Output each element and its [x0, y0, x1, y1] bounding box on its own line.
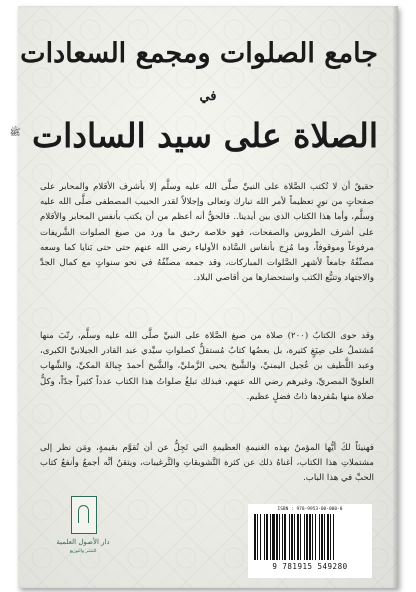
blurb-paragraph-2-text: وقد حوى الكتابُ (٢٠٠) صلاة من صيغ الصَّلاة على النبيِّ صلَّى الله عليه وسلَّم، رتّبَ منها مُشتملٌ على صِيَغٍ كثيرة، بل بعضُها كتابٌ مُستقلٌّ كصلواتِ سيِّدي عبد القادر الجيلانيِّ الكبرى، وعبد اللَّطيف بن عُجيل اليمنيِّ، والشَّيخ يحيى الزَّمليِّ، والشَّيخ أحمدَ جِبالةَ المكيِّ، والشِّهاب العلويِّ المصريِّ، وغيرهم رضي الله عنهم، فبذلك تبلغُ صلواتُ هذا الكتاب عدداً كثيراً جدّاً، وكلُّ صلاة منها بمُفردها ذاتُ فضلٍ عظيم.: [40, 331, 374, 402]
barcode-bar: [300, 514, 301, 560]
blurb-paragraph-2: [40, 329, 374, 405]
isbn-label: ISBN : 978-9953-00-000-0: [277, 507, 343, 512]
barcode-icon: [252, 514, 368, 562]
barcode-bar: [312, 514, 313, 560]
book-back-cover: [9, 6, 398, 588]
barcode-bar: [319, 514, 320, 560]
barcode-bar: [282, 514, 283, 560]
barcode-bar: [279, 514, 280, 560]
publisher-name: دار الأصول العلمية: [56, 538, 110, 546]
blurb-paragraph-3-text: فهنيئاً لكَ أيُّها المؤمنُ بهذه الغنيمةِ العظيمةِ التي تَجِلُّ عن أن تُقوَّم بقيمةٍ، ومَن نظر إلى مشتملاتِ هذا الكتاب، أغناهُ ذلك عن كثرة التَّشويقاتِ والتَّرغيبات، ويتقنُ أنَّه أجمعُ وأنفعُ كتاب الحبِّ في هذا الباب.: [40, 443, 374, 484]
barcode-bar: [306, 514, 308, 560]
book-title-line1: جامع الصلوات ومجمع السعادات: [20, 38, 378, 69]
barcode-bar: [289, 514, 290, 560]
barcode-bar: [264, 514, 265, 560]
arch-icon: [78, 505, 89, 523]
barcode-bar: [284, 514, 286, 560]
barcode-bar: [297, 514, 299, 560]
barcode-bar: [333, 514, 334, 560]
publisher-emblem-icon: [71, 496, 97, 534]
barcode-bar: [330, 514, 331, 560]
barcode-bar: [260, 514, 261, 560]
barcode-bar: [266, 514, 268, 560]
barcode-bar: [257, 514, 258, 560]
barcode-bar: [309, 514, 311, 560]
barcode-bar: [254, 514, 256, 560]
barcode-bar: [327, 514, 329, 560]
blurb-paragraph-1: [40, 180, 374, 286]
barcode-bar: [321, 514, 323, 560]
book-title-connector: في: [199, 89, 217, 104]
honorific-mark: ﷺ: [9, 128, 21, 138]
barcode-bar: [270, 514, 271, 560]
barcode-bar: [291, 514, 293, 560]
blurb-paragraph-1-text: حقيقٌ أن لا تُكتب الصَّلاة على النبيِّ صلَّى الله عليه وسلَّم إلا بأشرف الأقلام والمحابر على صفحاتٍ من نورٍ تعظيماً لأمر الله تبارك وتعالى وإجلالاً لقدر الحبيب المصطفى صلَّى الله عليه وسلَّم، وأما هذا الكتاب الذي بين أيدينا.. فالحقُّ أنه أعظم من أن يكتب بأنفس المحابر والأقلام على أشرف الطروس والصفحات، فهو خلاصة رحيق ما ورد من صيغ الصلوات الشَّريفات مرفوعاً وموقوفاً، وما مُزِج بأنفاس السَّادة الأولياء رضي الله عنهم حتى حتى بَنايا كما وسعه مصنِّفُهُ جامعاً لأشهر الصَّلوات المباركات، وقد جمعه مصنِّفُهُ في نحو سنواتٍ مع كمال الجدِّ والاجتهاد وتتبُّع الكتب واستحضارها من أقاصي البلاد.: [40, 182, 374, 284]
barcode-bar: [276, 514, 278, 560]
blurb-paragraph-3: [40, 441, 374, 487]
barcode-bar: [294, 514, 295, 560]
isbn-barcode-panel: [248, 504, 372, 578]
barcode-bar: [315, 514, 316, 560]
book-title-line3-text: الصلاة على سيد السادات: [32, 116, 378, 155]
barcode-bar: [272, 514, 275, 560]
barcode-bar: [324, 514, 325, 560]
book-title-line3: [9, 116, 378, 155]
publisher-subtitle: للنشر والتوزيع: [69, 549, 97, 554]
barcode-bar: [304, 514, 305, 560]
isbn-number: 9 781915 549280: [272, 562, 348, 571]
spine-shadow: [392, 6, 398, 588]
publisher-logo: [48, 496, 118, 576]
